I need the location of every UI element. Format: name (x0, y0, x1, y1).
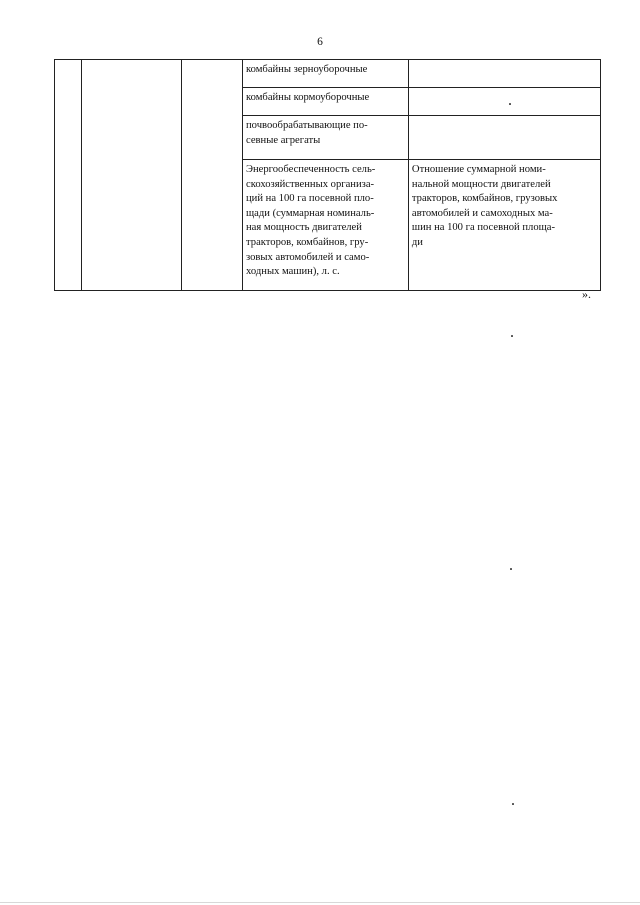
scan-speck (509, 103, 511, 105)
page-number: 6 (317, 36, 323, 48)
indicator-table (54, 59, 601, 291)
table-cell-indicator (243, 60, 409, 88)
table-cell-unit (181, 60, 242, 291)
table-cell-method (408, 60, 600, 88)
table-cell-method (408, 88, 600, 116)
table-cell-method (408, 116, 600, 160)
indicator-text: почвообрабатывающие по- севные агрегаты (246, 120, 368, 146)
indicator-text: комбайны зерноуборочные (246, 64, 368, 75)
table-row (55, 60, 601, 88)
indicator-text: Энергообеспеченность сель- скохозяйственных организа- ций на 100 га посевной пло- щади (суммарная номиналь- ная мощность двигателей тракторов, комбайнов, гру- зовых автомобилей и само- ходных машин), л. с. (246, 164, 376, 278)
method-text: Отношение суммарной номи- нальной мощности двигателей тракторов, комбайнов, грузовых автомобилей и самоходных ма- шин на 100 га посевной площа- ди (411, 164, 558, 248)
table-cell-number (55, 60, 82, 291)
table-cell-indicator (243, 160, 409, 291)
scan-bottom-edge (0, 902, 640, 903)
table-cell-goal (82, 60, 182, 291)
table-cell-method (408, 160, 600, 291)
closing-quote: ». (582, 287, 591, 301)
table-cell-indicator (243, 116, 409, 160)
indicator-text: комбайны кормоуборочные (246, 92, 370, 103)
scan-speck (511, 335, 513, 337)
scan-speck (512, 803, 514, 805)
scan-speck (510, 568, 512, 570)
table-cell-indicator (243, 88, 409, 116)
